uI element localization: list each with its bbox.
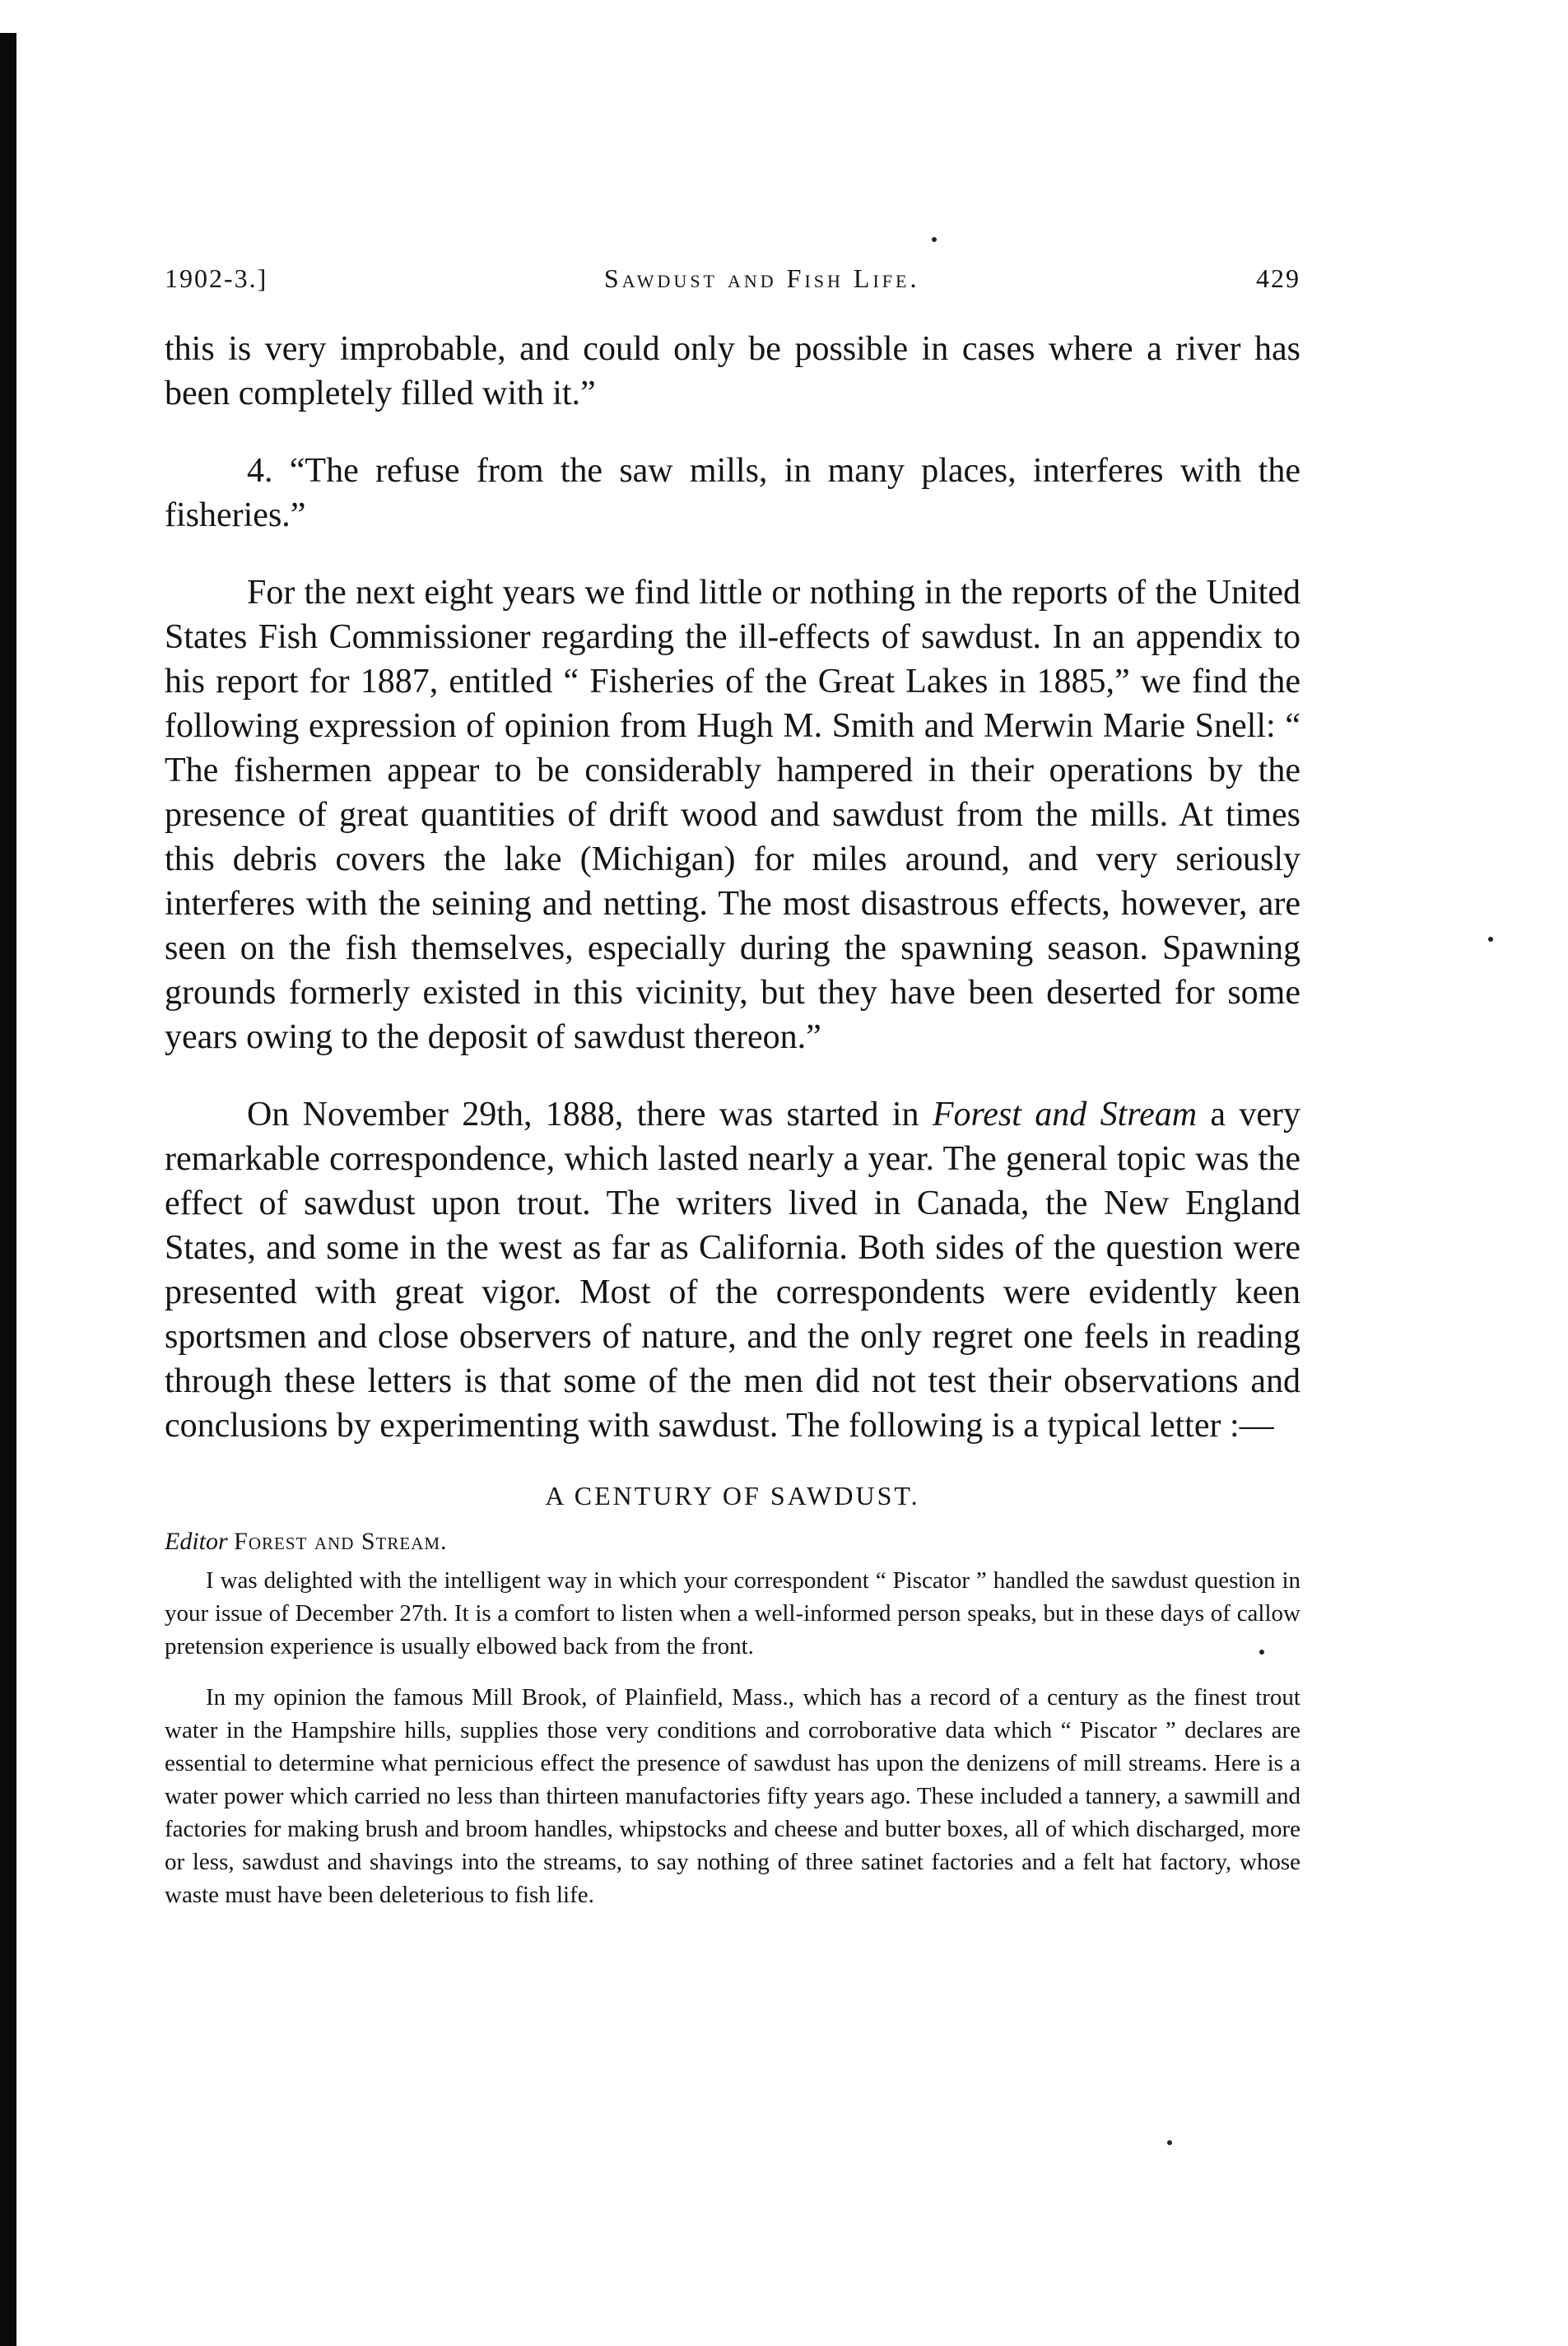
ink-speck — [1167, 2140, 1172, 2145]
book-page — [165, 263, 1300, 1929]
header-title: Sawdust and Fish Life. — [603, 263, 920, 293]
letter-salutation — [165, 1528, 1300, 1556]
publication-title: Forest and Stream — [932, 1096, 1198, 1133]
ink-speck — [1488, 937, 1493, 942]
letter-heading: A CENTURY OF SAWDUST. — [545, 1481, 920, 1510]
letter-paragraph: In my opinion the famous Mill Brook, of Plainfield, Mass., which has a record of a century as the finest trout water in the Hampshire hills, supplies those very conditions and corroborative data which “ Piscator ” declares are essential to determine what pernicious effect the presence of sawdust has upon the denizens of mill streams. Here is a water power which carried no less than thirteen manufactories fifty years ago. These included a tannery, a sawmill and factories for making brush and broom handles, whipstocks and cheese and butter boxes, all of which discharged, more or less, sawdust and shavings into the streams, to say nothing of three satinet factories and a felt hat factory, whose waste must have been deleterious to fish life. — [165, 1684, 1300, 1908]
page-spine-shadow — [0, 33, 16, 2346]
paragraph-numbered-point: 4. “The refuse from the saw mills, in many places, interferes with the fisheries.” — [165, 452, 1300, 534]
page-number: 429 — [1256, 263, 1300, 293]
ink-speck — [932, 237, 937, 242]
editor-prefix: Editor — [165, 1528, 228, 1555]
editor-publication: Forest and Stream. — [234, 1528, 448, 1555]
header-volume: 1902-3.] — [165, 263, 268, 293]
correspondence-text-before: On November 29th, 1888, there was started in — [247, 1096, 933, 1133]
correspondence-text-after: a very remarkable correspondence, which lasted nearly a year. The general topic was the effect of sawdust upon trout. The writers lived in Canada, the New England States, and some in the west as far as California. Both sides of the question were presented with great vigor. Most of the correspondents were evidently keen sportsmen and close observers of nature, and the only regret one feels in reading through these letters is that some of the men did not test their observations and conclusions by experimenting with sawdust. The following is a typical letter :— — [165, 1096, 1300, 1445]
paragraph-correspondence — [165, 1092, 1300, 1448]
letter-paragraph: I was delighted with the intelligent way in which your correspondent “ Piscator ” handled the sawdust question in your issue of December 27th. It is a comfort to listen when a well-informed person speaks, but in these days of callow pretension experience is usually elbowed back from the front. — [165, 1567, 1300, 1659]
paragraph-fish-commission: For the next eight years we find little or nothing in the reports of the United States Fish Commissioner regarding the ill-effects of sawdust. In an appendix to his report for 1887, entitled “ Fisheries of the Great Lakes in 1885,” we find the following expression of opinion from Hugh M. Smith and Merwin Marie Snell: “ The fishermen appear to be considerably hampered in their operations by the presence of great quantities of drift wood and sawdust from the mills. At times this debris covers the lake (Michigan) for miles around, and very seriously interferes with the seining and netting. The most disastrous effects, however, are seen on the fish themselves, especially during the spawning season. Spawning grounds formerly existed in this vicinity, but they have been deserted for some years owing to the deposit of sawdust thereon.” — [165, 574, 1300, 1056]
paragraph-continuation: this is very improbable, and could only be possible in cases where a river has been completely filled with it.” — [165, 330, 1300, 412]
running-header — [165, 263, 1300, 294]
